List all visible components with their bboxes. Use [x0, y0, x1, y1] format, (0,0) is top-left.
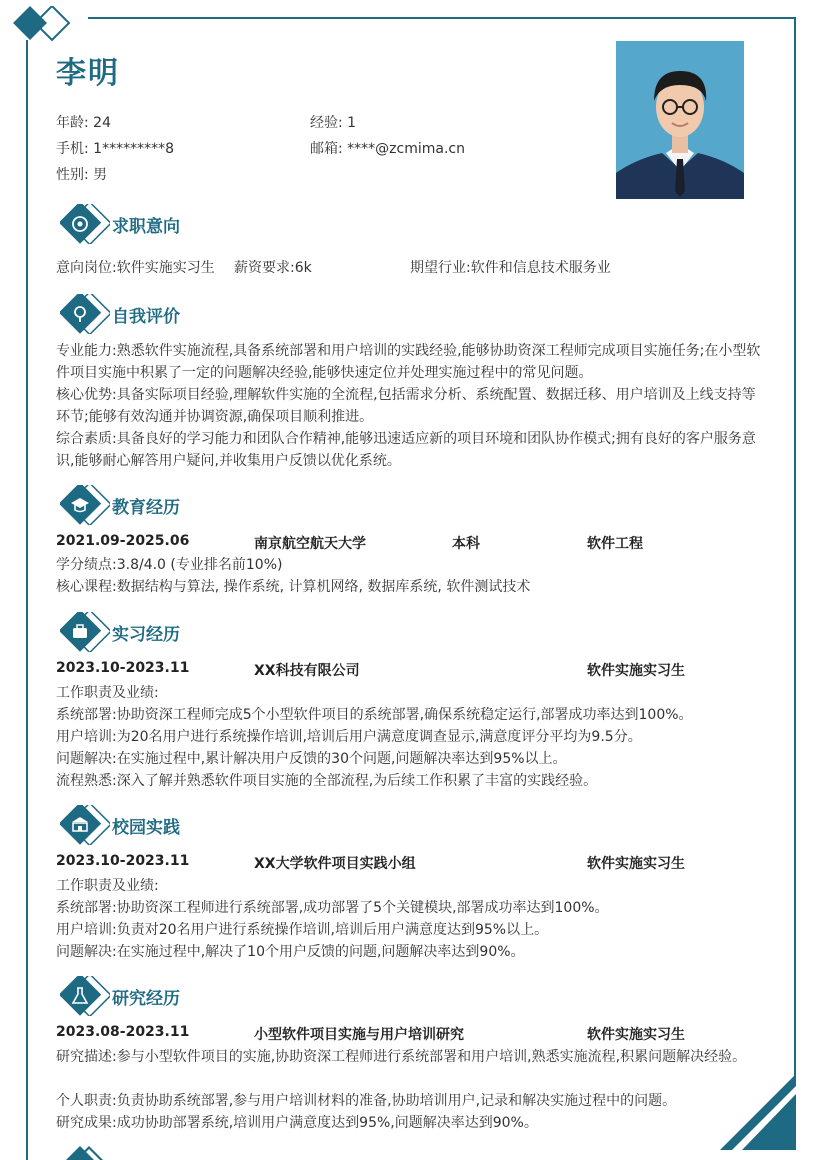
profile-photo [616, 41, 744, 199]
email-value: ****@zcmima.cn [347, 141, 465, 157]
internship-line: 问题解决:在实施过程中,累计解决用户反馈的30个问题,问题解决率达到95%以上。 [56, 751, 567, 767]
frame-top-line [88, 17, 796, 19]
research-result: 研究成果:成功协助部署系统,培训用户满意度达到95%,问题解决率达到90%。 [56, 1115, 538, 1131]
section-campus-header [60, 805, 460, 845]
education-school: 南京航空航天大学 [254, 536, 366, 552]
self-eval-professional: 专业能力:熟悉软件实施流程,具备系统部署和用户培训的实践经验,能够协助资深工程师完成项目实施任务;在小型软件项目实施中积累了一定的问题解决经验,能够快速定位并处理实施过程中的常见问题。 [56, 343, 761, 381]
campus-date: 2023.10-2023.11 [56, 853, 190, 869]
school-icon [60, 805, 110, 845]
campus-line: 系统部署:协助资深工程师进行系统部署,成功部署了5个关键模块,部署成功率达到100%。 [56, 900, 609, 916]
section-title: 教育经历 [112, 498, 180, 518]
self-eval-advantage: 核心优势:具备实际项目经验,理解软件实施的全流程,包括需求分析、系统配置、数据迁移、用户培训及上线支持等环节;能够有效沟通并协调资源,确保项目顺利推进。 [56, 387, 756, 425]
campus-role: 软件实施实习生 [587, 856, 685, 872]
briefcase-icon [60, 612, 110, 652]
internship-date: 2023.10-2023.11 [56, 660, 190, 676]
self-eval-quality: 综合素质:具备良好的学习能力和团队合作精神,能够迅速适应新的项目环境和团队协作模式;拥有良好的客户服务意识,能够耐心解答用户疑问,并收集用户反馈以优化系统。 [56, 431, 756, 469]
email-info [310, 138, 465, 158]
phone-value: 1*********8 [93, 141, 174, 157]
section-title: 校园实践 [112, 818, 180, 838]
section-title: 实习经历 [112, 625, 180, 645]
campus-line: 问题解决:在实施过程中,解决了10个用户反馈的问题,问题解决率达到90%。 [56, 944, 525, 960]
research-date: 2023.08-2023.11 [56, 1024, 190, 1040]
section-research-header [60, 976, 460, 1016]
internship-line: 用户培训:为20名用户进行系统操作培训,培训后用户满意度调查显示,满意度评分平均为9.5分。 [56, 729, 642, 745]
research-duty: 个人职责:负责协助系统部署,参与用户培训材料的准备,协助培训用户,记录和解决实施过程中的问题。 [56, 1093, 677, 1109]
research-role: 软件实施实习生 [587, 1027, 685, 1043]
graduation-cap-icon [60, 485, 110, 525]
age-label: 年龄: [56, 115, 89, 131]
intent-industry: 期望行业:软件和信息技术服务业 [410, 260, 611, 276]
campus-line: 用户培训:负责对20名用户进行系统操作培训,培训后用户满意度达到95%以上。 [56, 922, 549, 938]
internship-line: 工作职责及业绩: [56, 685, 159, 701]
flower-icon [60, 294, 110, 334]
target-icon [60, 204, 110, 244]
next-section-icon [60, 1146, 110, 1160]
research-project: 小型软件项目实施与用户培训研究 [254, 1027, 464, 1043]
frame-right-line [794, 17, 796, 1150]
section-title: 求职意向 [112, 217, 180, 237]
corner-diamond-decoration [10, 6, 80, 46]
experience-label: 经验: [310, 115, 343, 131]
section-intent-header [60, 204, 460, 244]
candidate-name: 李明 [56, 56, 120, 91]
intent-salary: 薪资要求:6k [234, 260, 312, 276]
gender-label: 性别: [56, 167, 89, 183]
intent-position: 意向岗位:软件实施实习生 [56, 260, 215, 276]
internship-line: 流程熟悉:深入了解并熟悉软件项目实施的全部流程,为后续工作积累了丰富的实践经验。 [56, 773, 598, 789]
section-internship-header [60, 612, 460, 652]
campus-line: 工作职责及业绩: [56, 878, 159, 894]
phone-info [56, 138, 174, 158]
flask-icon [60, 976, 110, 1016]
internship-role: 软件实施实习生 [587, 663, 685, 679]
section-title: 自我评价 [112, 307, 180, 327]
education-date: 2021.09-2025.06 [56, 533, 190, 549]
experience-value: 1 [347, 115, 357, 131]
education-major: 软件工程 [587, 536, 643, 552]
email-label: 邮箱: [310, 141, 343, 157]
gender-info [56, 164, 107, 184]
avatar-illustration [616, 41, 744, 199]
section-education-header [60, 485, 460, 525]
education-courses: 核心课程:数据结构与算法, 操作系统, 计算机网络, 数据库系统, 软件测试技术 [56, 579, 531, 595]
section-self-eval-header [60, 294, 460, 334]
education-degree: 本科 [452, 536, 480, 552]
section-title: 研究经历 [112, 989, 180, 1009]
campus-org: XX大学软件项目实践小组 [254, 856, 416, 872]
gender-value: 男 [93, 167, 108, 183]
frame-left-line [26, 40, 28, 1160]
research-description: 研究描述:参与小型软件项目的实施,协助资深工程师进行系统部署和用户培训,熟悉实施流程,积累问题解决经验。 [56, 1049, 747, 1065]
phone-label: 手机: [56, 141, 89, 157]
internship-company: XX科技有限公司 [254, 663, 360, 679]
age-value: 24 [93, 115, 111, 131]
education-gpa: 学分绩点:3.8/4.0 (专业排名前10%) [56, 557, 283, 573]
experience-info [310, 112, 356, 132]
age-info [56, 112, 111, 132]
internship-line: 系统部署:协助资深工程师完成5个小型软件项目的系统部署,确保系统稳定运行,部署成功率达到100%。 [56, 707, 693, 723]
